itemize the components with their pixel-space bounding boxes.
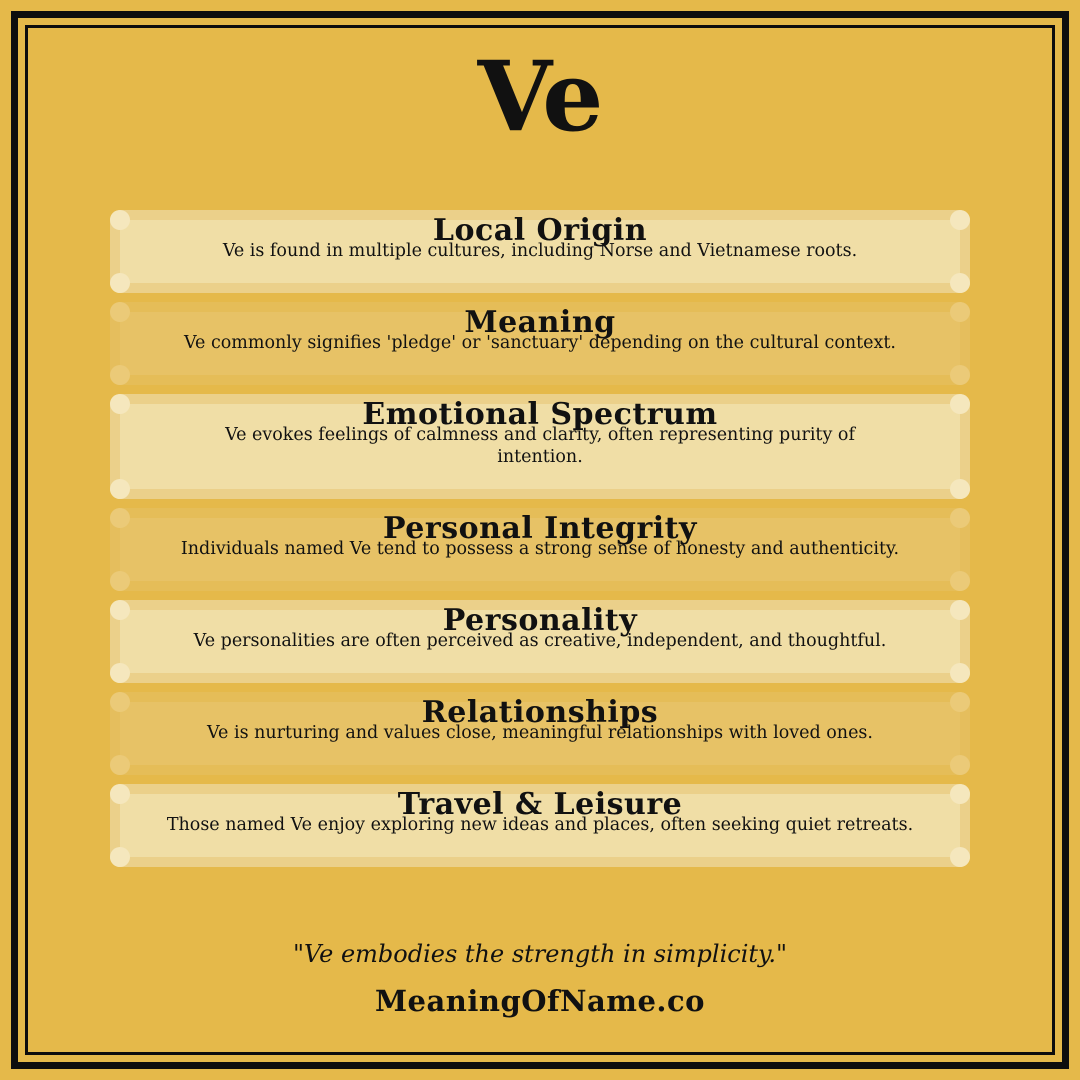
section-heading: Personality (442, 603, 638, 638)
section-heading: Meaning (464, 305, 616, 340)
section-heading: Local Origin (432, 213, 648, 248)
quote-open-mark: " (292, 940, 304, 968)
section-text: Ve evokes feelings of calmness and clarity, often representing purity of intention. (225, 425, 855, 467)
section-heading: Emotional Spectrum (362, 397, 718, 432)
section-personal-integrity (110, 508, 970, 591)
section-emotional-spectrum (110, 394, 970, 499)
site-name: MeaningOfName.co (374, 984, 706, 1018)
section-meaning (110, 302, 970, 385)
section-text: Ve commonly signifies 'pledge' or 'sanctuary' depending on the cultural context. (184, 333, 896, 353)
section-text: Individuals named Ve tend to possess a strong sense of honesty and authenticity. (180, 539, 900, 559)
section-personality (110, 600, 970, 683)
section-text: Ve personalities are often perceived as creative, independent, and thoughtful. (193, 631, 887, 651)
quote-text: Ve embodies the strength in simplicity. (303, 940, 777, 968)
section-text: Ve is found in multiple cultures, including Norse and Vietnamese roots. (222, 241, 858, 261)
section-heading: Travel & Leisure (397, 787, 683, 822)
section-relationships (110, 692, 970, 775)
section-text: Those named Ve enjoy exploring new ideas and places, often seeking quiet retreats. (166, 815, 914, 835)
section-text: Ve is nurturing and values close, meaningful relationships with loved ones. (207, 723, 873, 743)
quote (0, 938, 1080, 970)
section-heading: Personal Integrity (383, 511, 697, 546)
section-heading: Relationships (421, 695, 659, 730)
section-travel-leisure (110, 784, 970, 867)
page-title: Ve (477, 40, 603, 153)
quote-close-mark: " (776, 940, 788, 968)
section-local-origin (110, 210, 970, 293)
